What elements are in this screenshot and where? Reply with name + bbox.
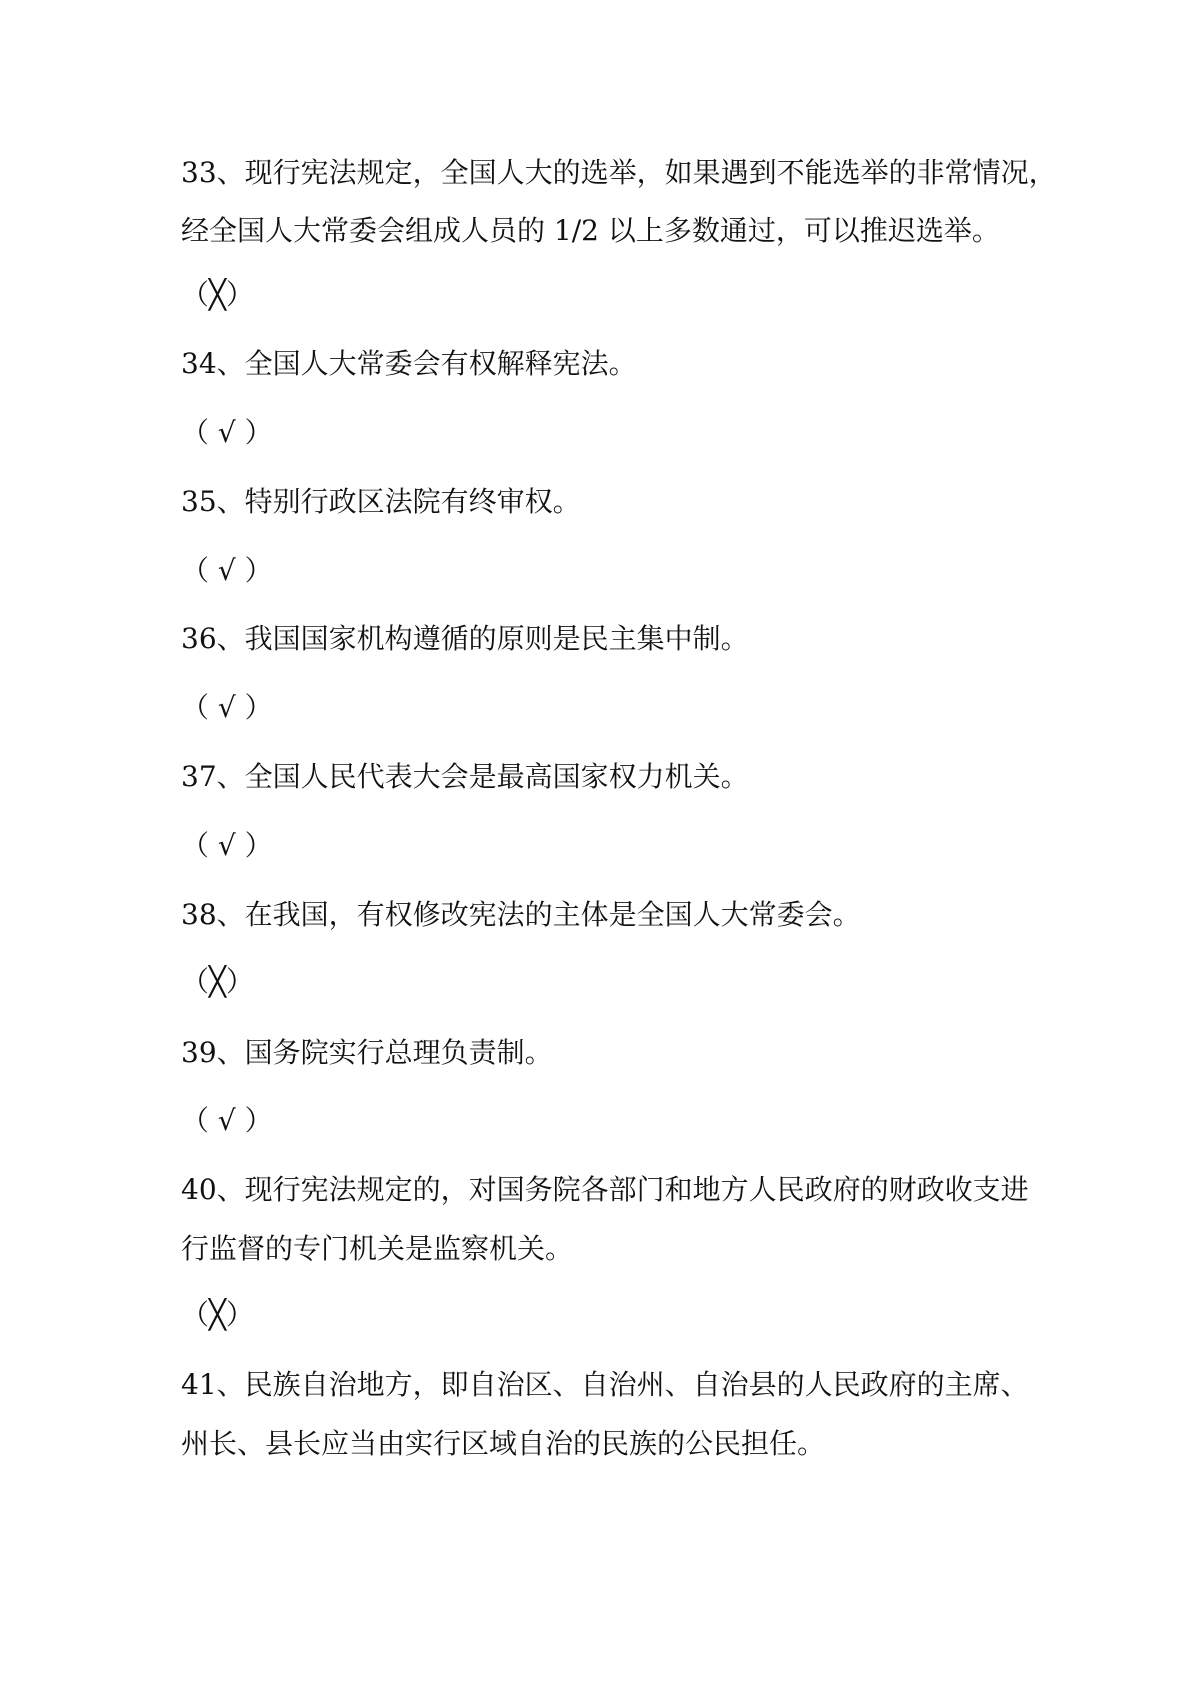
- question-40-line-1: 40、现行宪法规定的，对国务院各部门和地方人民政府的财政收支进: [181, 1173, 1029, 1206]
- question-36-line-1: 36、我国国家机构遵循的原则是民主集中制。: [181, 622, 749, 655]
- question-41-line-1: 41、民族自治地方，即自治区、自治州、自治县的人民政府的主席、: [181, 1368, 1029, 1401]
- question-33-line-1: 33、现行宪法规定，全国人大的选举，如果遇到不能选举的非常情况，: [181, 156, 1057, 189]
- question-40-line-2: 行监督的专门机关是监察机关。: [181, 1232, 574, 1265]
- question-39-line-1: 39、国务院实行总理负责制。: [181, 1036, 553, 1069]
- question-39-answer: （ √ ）: [181, 1104, 273, 1137]
- question-37-line-1: 37、全国人民代表大会是最高国家权力机关。: [181, 760, 749, 793]
- question-34-line-1: 34、全国人大常委会有权解释宪法。: [181, 347, 637, 380]
- question-38-answer: （╳）: [181, 965, 254, 998]
- question-33-line-2: 经全国人大常委会组成人员的 1/2 以上多数通过，可以推迟选举。: [181, 214, 1000, 247]
- question-38-line-1: 38、在我国，有权修改宪法的主体是全国人大常委会。: [181, 898, 861, 931]
- question-41-line-2: 州长、县长应当由实行区域自治的民族的公民担任。: [181, 1427, 826, 1460]
- question-34-answer: （ √ ）: [181, 416, 273, 449]
- question-40-answer: （╳）: [181, 1298, 254, 1331]
- question-35-line-1: 35、特别行政区法院有终审权。: [181, 485, 581, 518]
- question-36-answer: （ √ ）: [181, 691, 273, 724]
- question-35-answer: （ √ ）: [181, 554, 273, 587]
- question-33-answer: （╳）: [181, 278, 254, 311]
- question-37-answer: （ √ ）: [181, 829, 273, 862]
